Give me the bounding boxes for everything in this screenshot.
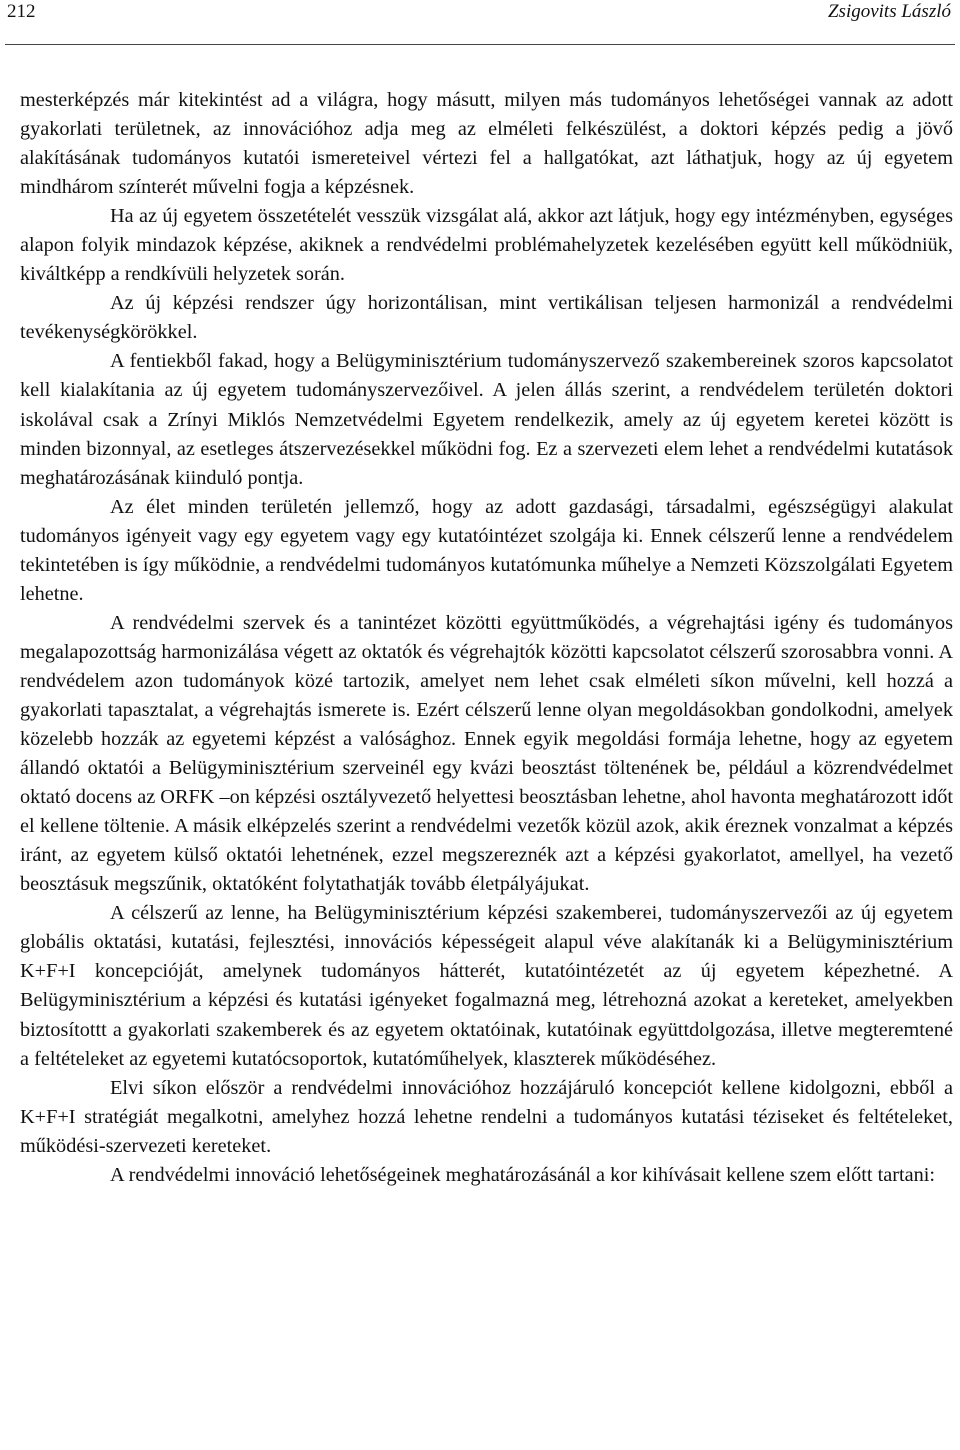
paragraph: A rendvédelmi szervek és a tanintézet közötti együttműködés, a végrehajtási igény és tudományos megalapozottság harmonizálása végett az oktatók és végrehajtók közötti kapcsolatot célszerű szorosabbra vonni. A rendvédelem azon tudományok közé tartozik, amelyet nem lehet csak elméleti síkon művelni, kell hozzá a gyakorlati tapasztalat, a végrehajtás ismerete is. Ezért célszerű lenne olyan megoldásokban gondolkodni, amelyek közelebb hozzák az egyetemi képzést a valósághoz. Ennek egyik megoldási formája lehetne, hogy az egyetem állandó oktatói a Belügyminisztérium szerveinél egy kvázi beosztást töltenének be, például a közrendvédelmet oktató docens az ORFK –on képzési osztályvezető helyettesi beosztásban lehetne, ahol havonta meghatározott időt el kellene töltenie. A másik elképzelés szerint a rendvédelmi vezetők közül azok, akik éreznek vonzalmat a képzés iránt, az egyetem külső oktatói lehetnének, ezzel megszereznék azt a képzési gyakorlatot, amellyel, ha vezető beosztásuk megszűnik, oktatóként folytathatják tovább életpályájukat. (20, 611, 953, 896)
body-text (20, 86, 953, 1190)
paragraph: A fentiekből fakad, hogy a Belügyminisztérium tudományszervező szakembereinek szoros kapcsolatot kell kialakítania az új egyetem tudományszervezőivel. A jelen állás szerint, a rendvédelem területén doktori iskolával csak a Zrínyi Miklós Nemzetvédelmi Egyetem rendelkezik, amely az új egyetem keretei között is minden bizonnyal, az esetleges átszervezésekkel működni fog. Ez a szervezeti elem lehet a rendvédelmi kutatások meghatározásának kiinduló pontja. (20, 350, 953, 489)
running-head-author: Zsigovits László (827, 1, 951, 22)
paragraph: A rendvédelmi innováció lehetőségeinek meghatározásánál a kor kihívásait kellene szem előtt tartani: (110, 1163, 936, 1186)
paragraph: A célszerű az lenne, ha Belügyminisztérium képzési szakemberei, tudományszervezői az új egyetem globális oktatási, kutatási, fejlesztési, innovációs képességeit alapul véve alakítanák ki a Belügyminisztérium K+F+I koncepcióját, amelynek tudományos hátterét, kutatóintézetét az új egyetem képezhetné. A Belügyminisztérium a képzési és kutatási igényeket fogalmazná meg, létrehozná azokat a kereteket, amelyekben biztosítottt a gyakorlati szakemberek és az egyetem oktatóinak, kutatóinak együttdolgozása, illetve megteremtené a feltételeket az egyetemi kutatócsoportok, kutatóműhelyek, klaszterek működéséhez. (20, 902, 953, 1070)
page-number: 212 (7, 1, 36, 22)
paragraph: Az új képzési rendszer úgy horizontálisan, mint vertikálisan teljesen harmonizál a rendvédelmi tevékenységkörökkel. (20, 292, 953, 344)
paragraph: Elvi síkon először a rendvédelmi innovációhoz hozzájáruló koncepciót kellene kidolgozni, ebből a K+F+I stratégiát megalkotni, amelyhez hozzá lehetne rendelni a tudományos kutatási téziseket és feltételeket, működési-szervezeti kereteket. (20, 1076, 953, 1157)
paragraph: mesterképzés már kitekintést ad a világra, hogy másutt, milyen más tudományos lehetőségei vannak az adott gyakorlati területnek, az innovációhoz adja meg az elméleti felkészülést, a doktori képzés pedig a jövő alakításának tudományos kutatói ismereteivel vértezi fel a hallgatókat, azt láthatjuk, hogy az új egyetem mindhárom színterét művelni fogja a képzésnek. (20, 89, 953, 199)
paragraph: Az élet minden területén jellemző, hogy az adott gazdasági, társadalmi, egészségügyi alakulat tudományos igényeit vagy egy egyetem vagy egy kutatóintézet szolgája ki. Ennek célszerű lenne a rendvédelem tekintetében is így működnie, a rendvédelmi tudományos kutatómunka műhelye a Nemzeti Közszolgálati Egyetem lehetne. (20, 495, 953, 605)
page-header (5, 0, 955, 45)
paragraph: Ha az új egyetem összetételét vesszük vizsgálat alá, akkor azt látjuk, hogy egy intézményben, egységes alapon folyik mindazok képzése, akiknek a rendvédelmi problémahelyzetek kezelésében együtt kell működniük, kiváltképp a rendkívüli helyzetek során. (20, 205, 953, 286)
